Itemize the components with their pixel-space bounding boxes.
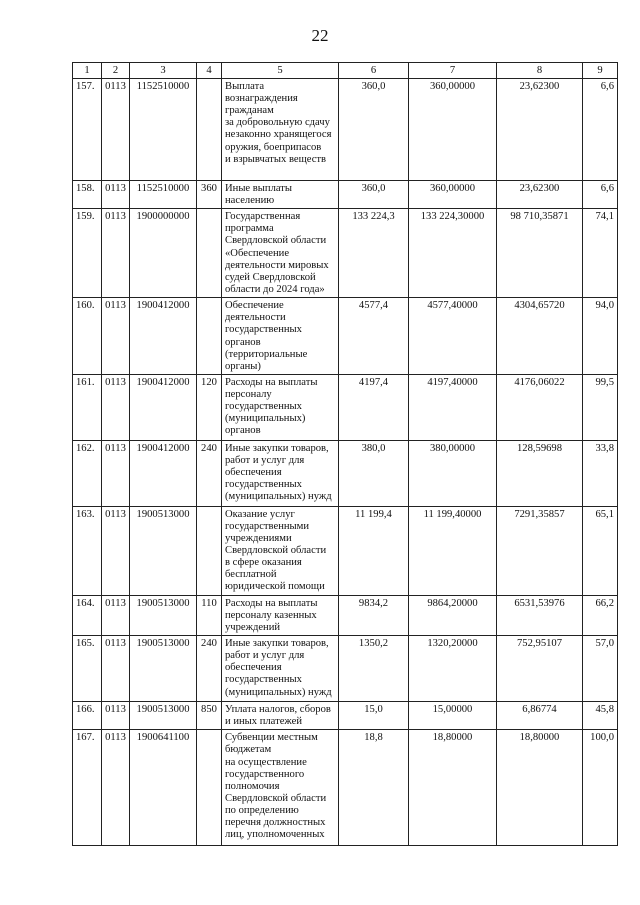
percent-executed: 33,8: [583, 440, 618, 506]
approved-amount: 4577,4: [339, 298, 409, 375]
row-number: 158.: [73, 181, 102, 209]
percent-executed: 6,6: [583, 181, 618, 209]
section-code: 0113: [102, 595, 130, 635]
actual-amount: 4176,06022: [497, 374, 583, 440]
target-code: 1900513000: [130, 702, 197, 730]
column-header: 2: [102, 63, 130, 79]
expense-type-code: [197, 209, 222, 298]
column-header: 6: [339, 63, 409, 79]
target-code: 1900513000: [130, 636, 197, 702]
plan-amount: 9864,20000: [409, 595, 497, 635]
table-row: [73, 181, 618, 209]
plan-amount: 360,00000: [409, 181, 497, 209]
table-body: [73, 79, 618, 846]
approved-amount: 360,0: [339, 181, 409, 209]
actual-amount: 98 710,35871: [497, 209, 583, 298]
row-number: 164.: [73, 595, 102, 635]
plan-amount: 380,00000: [409, 440, 497, 506]
section-code: 0113: [102, 702, 130, 730]
target-code: 1900412000: [130, 298, 197, 375]
approved-amount: 360,0: [339, 79, 409, 181]
section-code: 0113: [102, 374, 130, 440]
plan-amount: 4197,40000: [409, 374, 497, 440]
column-header: 3: [130, 63, 197, 79]
plan-amount: 133 224,30000: [409, 209, 497, 298]
actual-amount: 23,62300: [497, 79, 583, 181]
approved-amount: 4197,4: [339, 374, 409, 440]
column-header: 4: [197, 63, 222, 79]
row-number: 166.: [73, 702, 102, 730]
actual-amount: 128,59698: [497, 440, 583, 506]
section-code: 0113: [102, 506, 130, 595]
percent-executed: 6,6: [583, 79, 618, 181]
item-name: Иные выплаты населению: [222, 181, 339, 209]
table-row: [73, 440, 618, 506]
actual-amount: 23,62300: [497, 181, 583, 209]
expense-type-code: 360: [197, 181, 222, 209]
row-number: 165.: [73, 636, 102, 702]
target-code: 1152510000: [130, 181, 197, 209]
budget-table: [72, 62, 618, 846]
row-number: 160.: [73, 298, 102, 375]
plan-amount: 11 199,40000: [409, 506, 497, 595]
row-number: 161.: [73, 374, 102, 440]
actual-amount: 7291,35857: [497, 506, 583, 595]
target-code: 1900641100: [130, 730, 197, 846]
expense-type-code: 850: [197, 702, 222, 730]
item-name: Оказание услуг государственными учреждениями Свердловской области в сфере оказания бесплатной юридической помощи: [222, 506, 339, 595]
section-code: 0113: [102, 209, 130, 298]
row-number: 163.: [73, 506, 102, 595]
expense-type-code: [197, 730, 222, 846]
target-code: 1900513000: [130, 506, 197, 595]
column-header: 1: [73, 63, 102, 79]
item-name: Расходы на выплаты персоналу казенных учреждений: [222, 595, 339, 635]
table-row: [73, 506, 618, 595]
approved-amount: 9834,2: [339, 595, 409, 635]
percent-executed: 66,2: [583, 595, 618, 635]
table-row: [73, 374, 618, 440]
page-number: 22: [311, 26, 329, 45]
item-name: Уплата налогов, сборов и иных платежей: [222, 702, 339, 730]
item-name: Иные закупки товаров, работ и услуг для обеспечения государственных (муниципальных) нужд: [222, 440, 339, 506]
actual-amount: 18,80000: [497, 730, 583, 846]
plan-amount: 360,00000: [409, 79, 497, 181]
actual-amount: 6,86774: [497, 702, 583, 730]
actual-amount: 6531,53976: [497, 595, 583, 635]
column-header: 9: [583, 63, 618, 79]
actual-amount: 752,95107: [497, 636, 583, 702]
item-name: Выплата вознаграждения гражданам за добровольную сдачу незаконно хранящегося оружия, боеприпасов и взрывчатых веществ: [222, 79, 339, 181]
approved-amount: 1350,2: [339, 636, 409, 702]
expense-type-code: [197, 506, 222, 595]
row-number: 157.: [73, 79, 102, 181]
percent-executed: 74,1: [583, 209, 618, 298]
table-row: [73, 636, 618, 702]
percent-executed: 94,0: [583, 298, 618, 375]
row-number: 162.: [73, 440, 102, 506]
column-header: 5: [222, 63, 339, 79]
target-code: 1900412000: [130, 374, 197, 440]
table-row: [73, 298, 618, 375]
plan-amount: 15,00000: [409, 702, 497, 730]
percent-executed: 99,5: [583, 374, 618, 440]
section-code: 0113: [102, 730, 130, 846]
table-row: [73, 209, 618, 298]
section-code: 0113: [102, 636, 130, 702]
percent-executed: 57,0: [583, 636, 618, 702]
row-number: 167.: [73, 730, 102, 846]
section-code: 0113: [102, 181, 130, 209]
row-number: 159.: [73, 209, 102, 298]
table-header-row: [73, 63, 618, 79]
percent-executed: 65,1: [583, 506, 618, 595]
table-row: [73, 730, 618, 846]
table-row: [73, 79, 618, 181]
target-code: 1900000000: [130, 209, 197, 298]
item-name: Субвенции местным бюджетам на осуществление государственного полномочия Свердловской области по определению перечня должностных лиц, уполномоченных: [222, 730, 339, 846]
item-name: Государственная программа Свердловской области «Обеспечение деятельности мировых судей Свердловской области до 2024 года»: [222, 209, 339, 298]
item-name: Расходы на выплаты персоналу государственных (муниципальных) органов: [222, 374, 339, 440]
section-code: 0113: [102, 79, 130, 181]
target-code: 1900412000: [130, 440, 197, 506]
expense-type-code: [197, 79, 222, 181]
plan-amount: 1320,20000: [409, 636, 497, 702]
expense-type-code: 240: [197, 440, 222, 506]
expense-type-code: 120: [197, 374, 222, 440]
percent-executed: 100,0: [583, 730, 618, 846]
section-code: 0113: [102, 440, 130, 506]
expense-type-code: 240: [197, 636, 222, 702]
expense-type-code: [197, 298, 222, 375]
item-name: Иные закупки товаров, работ и услуг для обеспечения государственных (муниципальных) нужд: [222, 636, 339, 702]
approved-amount: 133 224,3: [339, 209, 409, 298]
approved-amount: 11 199,4: [339, 506, 409, 595]
plan-amount: 4577,40000: [409, 298, 497, 375]
table-row: [73, 702, 618, 730]
approved-amount: 18,8: [339, 730, 409, 846]
table-row: [73, 595, 618, 635]
column-header: 7: [409, 63, 497, 79]
plan-amount: 18,80000: [409, 730, 497, 846]
approved-amount: 380,0: [339, 440, 409, 506]
target-code: 1900513000: [130, 595, 197, 635]
expense-type-code: 110: [197, 595, 222, 635]
approved-amount: 15,0: [339, 702, 409, 730]
percent-executed: 45,8: [583, 702, 618, 730]
target-code: 1152510000: [130, 79, 197, 181]
actual-amount: 4304,65720: [497, 298, 583, 375]
item-name: Обеспечение деятельности государственных органов (территориальные органы): [222, 298, 339, 375]
column-header: 8: [497, 63, 583, 79]
section-code: 0113: [102, 298, 130, 375]
